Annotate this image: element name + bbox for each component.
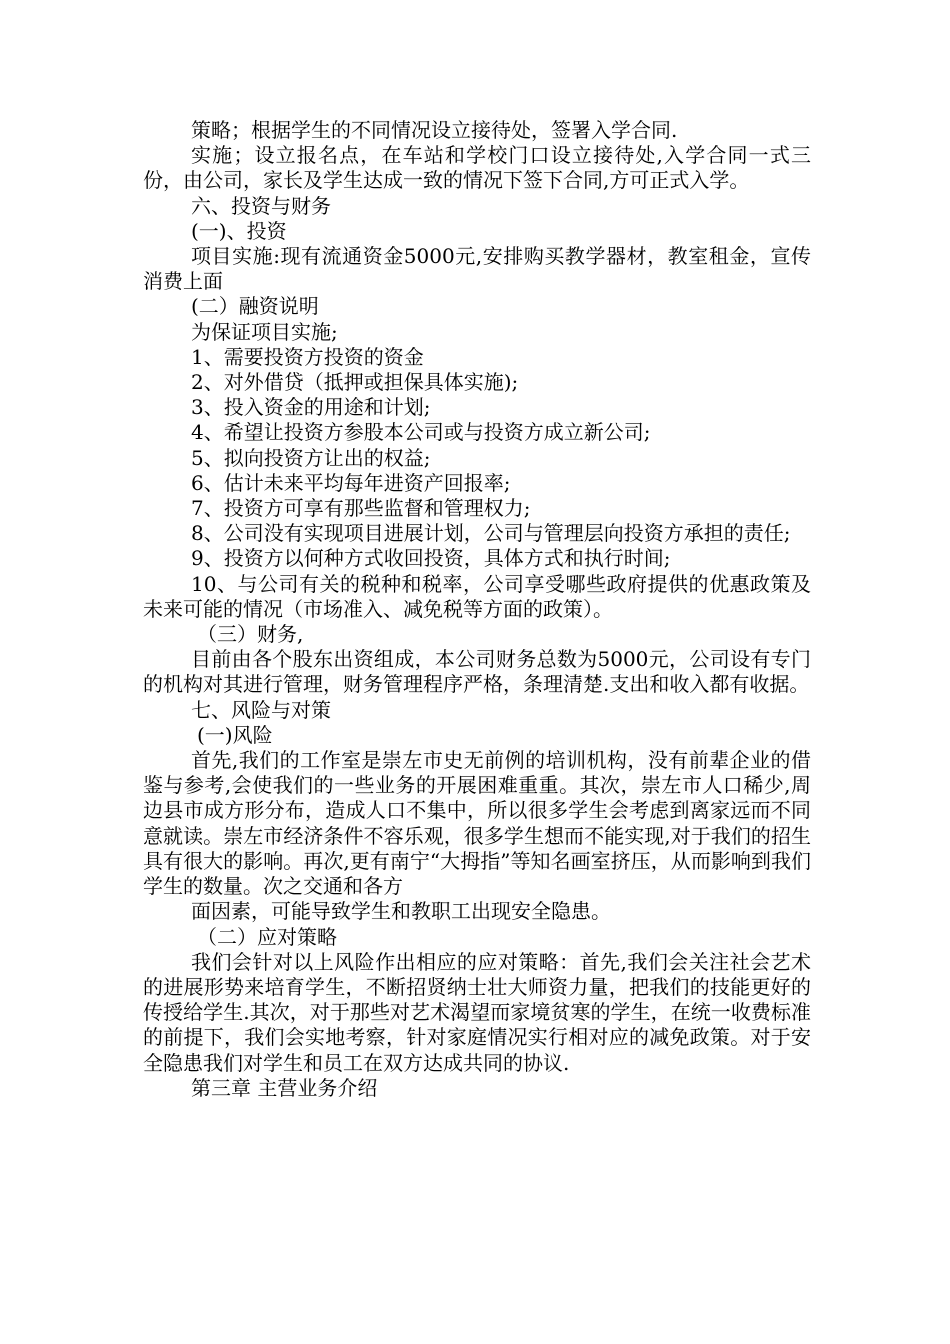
subheading-investment: (一)、投资 (191, 218, 287, 243)
subheading-countermeasures: （二）应对策略 (197, 924, 337, 949)
financing-list-item: 7、投资方可享有那些监督和管理权力; (191, 496, 531, 521)
project-implementation-paragraph: 项目实施:现有流通资金5000元,安排购买教学器材，教室租金，宣传消费上面 (143, 244, 811, 294)
chapter-heading: 第三章 主营业务介绍 (191, 1075, 378, 1100)
countermeasures-paragraph: 我们会针对以上风险作出相应的应对策略：首先,我们会关注社会艺术的进展形势来培育学生，不断招贤纳士壮大师资力量，把我们的技能更好的传授给学生.其次，对于那些对艺术渴望而家境贫寒的学生，在统一收费标准的前提下，我们会实地考察，针对家庭情况实行相对应的减免政策。对于安全隐患我们对学生和员工在双方达成共同的协议. (143, 949, 811, 1075)
financing-list-item: 2、对外借贷（抵押或担保具体实施); (191, 370, 519, 395)
finance-paragraph: 目前由各个股东出资组成，本公司财务总数为5000元，公司设有专门的机构对其进行管理，财务管理程序严格，条理清楚.支出和收入都有收据。 (143, 647, 811, 697)
subheading-financing: (二）融资说明 (191, 294, 319, 319)
implementation-paragraph: 实施；设立报名点，在车站和学校门口设立接待处,入学合同一式三份，由公司，家长及学生达成一致的情况下签下合同,方可正式入学。 (143, 143, 811, 193)
financing-list-item: 3、投入资金的用途和计划; (191, 395, 431, 420)
financing-list-item: 8、公司没有实现项目进展计划，公司与管理层向投资方承担的责任; (191, 521, 791, 546)
section-heading-risk: 七、风险与对策 (191, 697, 331, 722)
section-heading-investment-finance: 六、投资与财务 (191, 193, 331, 218)
risk-paragraph-continued: 面因素，可能导致学生和教职工出现安全隐患。 (191, 899, 611, 924)
financing-list-item: 6、估计未来平均每年进资产回报率; (191, 470, 511, 495)
financing-list-item: 10、与公司有关的税种和税率，公司享受哪些政府提供的优惠政策及未来可能的情况（市场准入、减免税等方面的政策）。 (143, 571, 811, 621)
financing-list-item: 4、希望让投资方参股本公司或与投资方成立新公司; (191, 420, 651, 445)
strategy-paragraph: 策略；根据学生的不同情况设立接待处，签署入学合同. (191, 118, 678, 142)
financing-list-item: 1、需要投资方投资的资金 (191, 344, 424, 369)
subheading-risk: (一)风险 (197, 722, 273, 747)
financing-list-item: 9、投资方以何种方式收回投资，具体方式和执行时间; (191, 546, 671, 571)
financing-intro: 为保证项目实施; (191, 319, 338, 344)
document-page (143, 118, 811, 1101)
financing-list-item: 5、拟向投资方让出的权益; (191, 445, 431, 470)
subheading-finance: （三）财务, (197, 622, 304, 647)
risk-paragraph: 首先,我们的工作室是崇左市史无前例的培训机构，没有前辈企业的借鉴与参考,会使我们的一些业务的开展困难重重。其次，崇左市人口稀少,周边县市成方形分布，造成人口不集中，所以很多学生会考虑到离家远而不同意就读。崇左市经济条件不容乐观，很多学生想而不能实现,对于我们的招生具有很大的影响。再次,更有南宁“大拇指”等知名画室挤压，从而影响到我们学生的数量。次之交通和各方 (143, 748, 811, 899)
